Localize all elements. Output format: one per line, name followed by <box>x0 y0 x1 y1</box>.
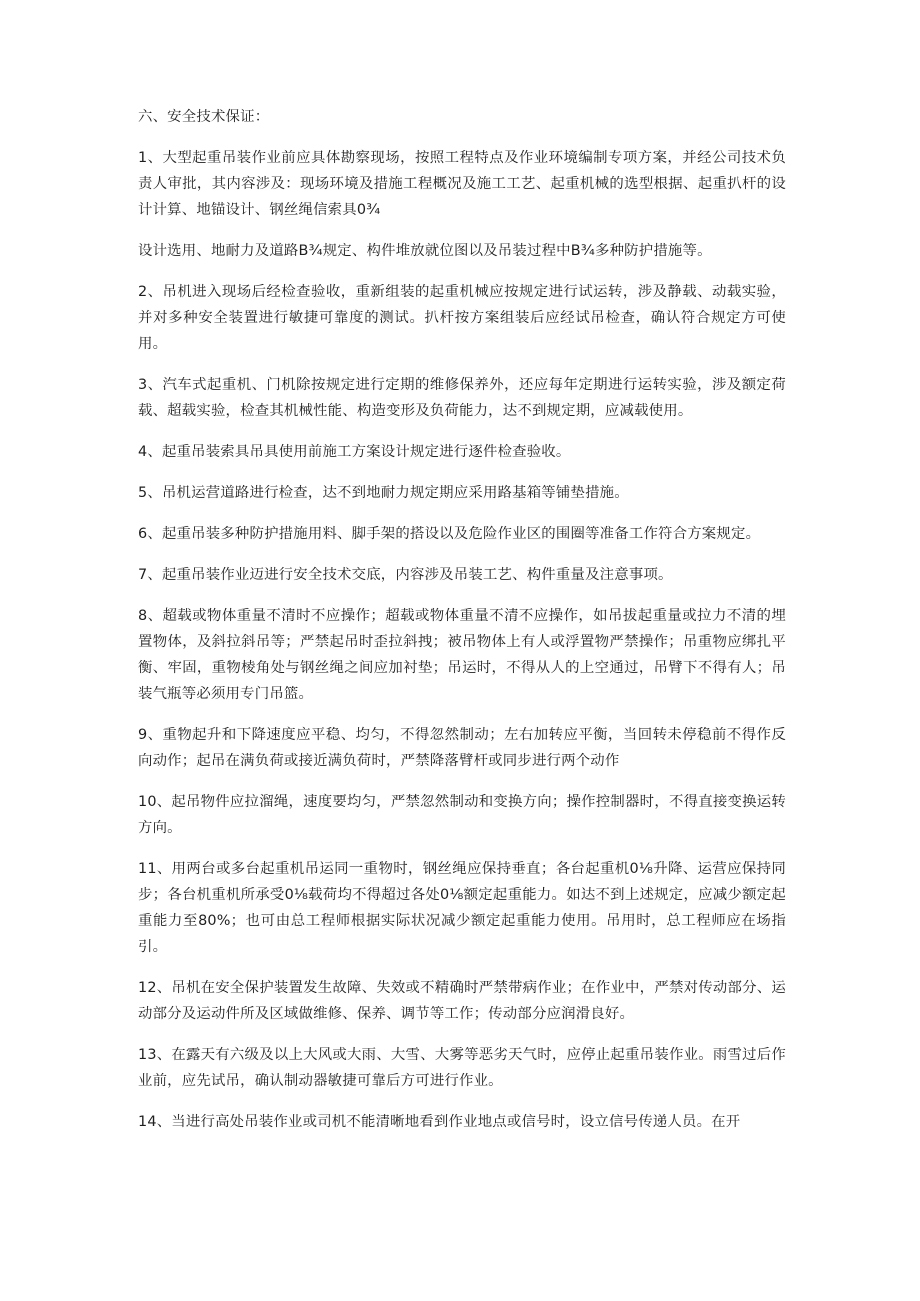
paragraph-6: 6、起重吊装多种防护措施用料、脚手架的搭设以及危险作业区的围圈等准备工作符合方案规定。 <box>138 526 761 542</box>
section-heading: 六、安全技术保证： <box>138 109 270 125</box>
paragraph-10: 10、起吊物件应拉溜绳，速度要均匀，严禁忽然制动和变换方向；操作控制器时，不得直接变换运转方向。 <box>138 794 786 836</box>
paragraph-14: 14、当进行高处吊装作业或司机不能清晰地看到作业地点或信号时，设立信号传递人员。在开 <box>138 1114 741 1130</box>
paragraph-13: 13、在露天有六级及以上大风或大雨、大雪、大雾等恶劣天气时，应停止起重吊装作业。雨雪过后作业前，应先试吊，确认制动器敏捷可靠后方可进行作业。 <box>138 1047 786 1089</box>
paragraph-11: 11、用两台或多台起重机吊运同一重物时，钢丝绳应保持垂直；各台起重机0⅛升降、运营应保持同步；各台机重机所承受0⅛载荷均不得超过各处0⅛额定起重能力。如达不到上述规定，应减少额定起重能力至80%；也可由总工程师根据实际状况减少额定起重能力使用。吊用时，总工程师应在场指引。 <box>138 861 786 955</box>
paragraph-7: 7、起重吊装作业迈进行安全技术交底，内容涉及吊装工艺、构件重量及注意事项。 <box>138 567 673 583</box>
paragraph-5: 5、吊机运营道路进行检查，达不到地耐力规定期应采用路基箱等铺垫措施。 <box>138 485 629 501</box>
paragraph-4: 4、起重吊装索具吊具使用前施工方案设计规定进行逐件检查验收。 <box>138 444 571 460</box>
document-page <box>138 104 786 1150</box>
paragraph-9: 9、重物起升和下降速度应平稳、均匀，不得忽然制动；左右加转应平衡，当回转未停稳前不得作反向动作；起吊在满负荷或接近满负荷时，严禁降落臂杆或同步进行两个动作 <box>138 727 786 769</box>
paragraph-1-continued: 设计选用、地耐力及道路B¾规定、构件堆放就位图以及吊装过程中B¾多种防护措施等。 <box>138 243 712 259</box>
paragraph-12: 12、吊机在安全保护装置发生故障、失效或不精确时严禁带病作业；在作业中，严禁对传动部分、运动部分及运动件所及区域做维修、保养、调节等工作；传动部分应润滑良好。 <box>138 980 786 1022</box>
paragraph-8: 8、超载或物体重量不清时不应操作；超载或物体重量不清不应操作，如吊拔起重量或拉力不清的埋置物体，及斜拉斜吊等；严禁起吊时歪拉斜拽；被吊物体上有人或浮置物严禁操作；吊重物应绑扎平衡、牢固，重物棱角处与钢丝绳之间应加衬垫；吊运时，不得从人的上空通过，吊臂下不得有人；吊装气瓶等必须用专门吊篮。 <box>138 608 786 702</box>
paragraph-1: 1、大型起重吊装作业前应具体勘察现场，按照工程特点及作业环境编制专项方案，并经公司技术负责人审批，其内容涉及：现场环境及措施工程概况及施工工艺、起重机械的选型根据、起重扒杆的设计计算、地锚设计、钢丝绳信索具0¾ <box>138 150 786 218</box>
paragraph-2: 2、吊机进入现场后经检查验收，重新组装的起重机械应按规定进行试运转，涉及静载、动载实验，并对多种安全装置进行敏捷可靠度的测试。扒杆按方案组装后应经试吊检查，确认符合规定方可使用。 <box>138 284 786 352</box>
paragraph-3: 3、汽车式起重机、门机除按规定进行定期的维修保养外，还应每年定期进行运转实验，涉及额定荷载、超载实验，检查其机械性能、构造变形及负荷能力，达不到规定期，应减载使用。 <box>138 377 786 419</box>
